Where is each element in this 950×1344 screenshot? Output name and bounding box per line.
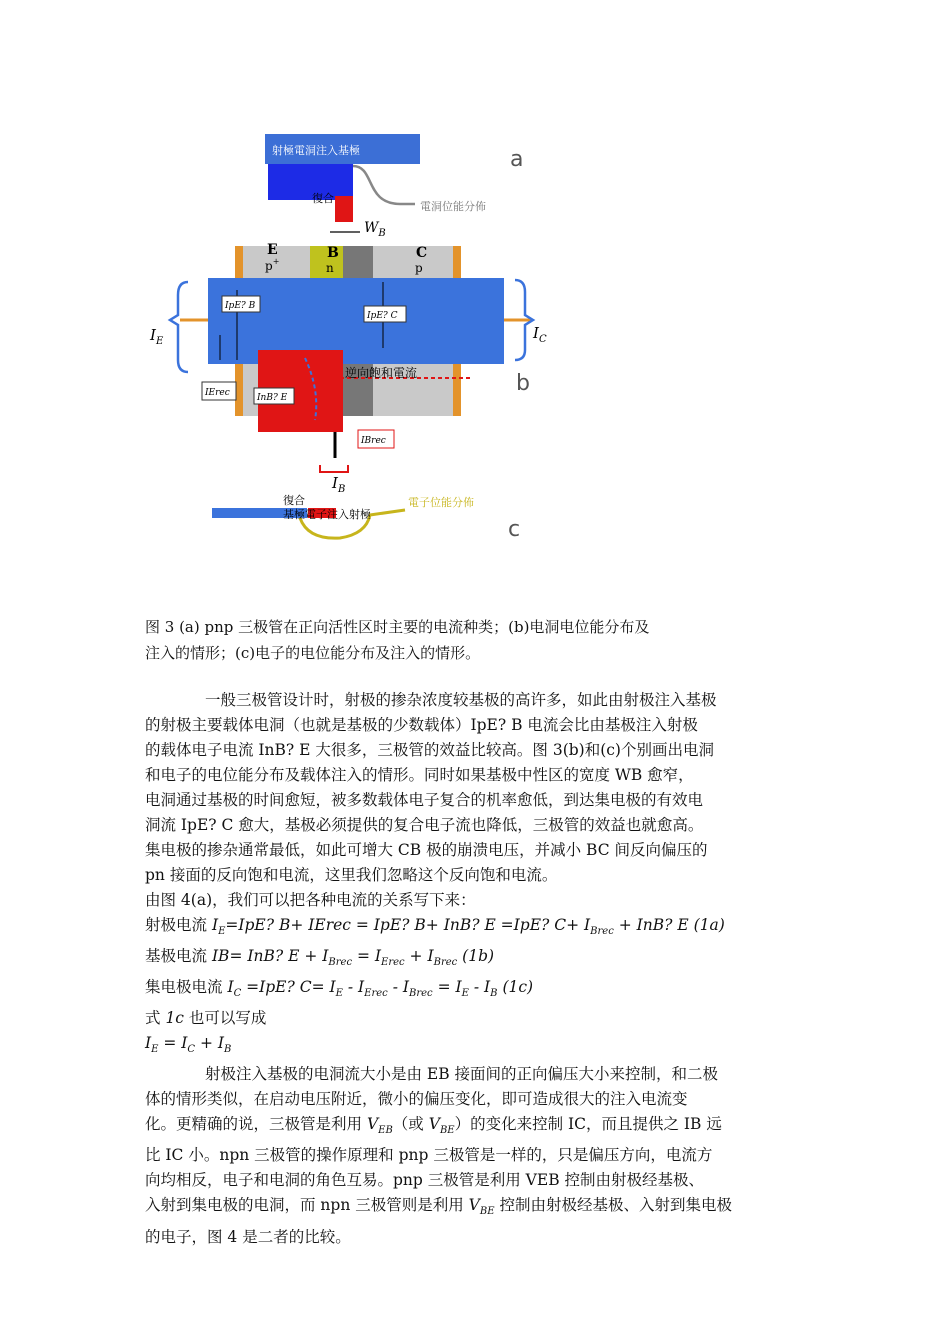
equation-ie: $I_E = I_C + I_B$ bbox=[145, 1034, 232, 1056]
para1-line: 电洞通过基极的时间愈短，被多数载体电子复合的机率愈低，到达集电极的有效电 bbox=[145, 791, 704, 809]
para1-line: 的载体电子电流 InB? E 大很多，三极管的效益比较高。图 3(b)和(c)个别画出电洞 bbox=[145, 741, 714, 759]
para1-line: 由图 4(a)，我们可以把各种电流的关系写下来： bbox=[145, 891, 476, 909]
equation-1c: 集电极电流 $I_C =IpE$? $C= I_E - I_{Erec} - I_{Brec} = I_E - I_B$ (1c) bbox=[145, 978, 534, 1000]
label-b: b bbox=[516, 371, 530, 396]
label-C: C bbox=[416, 245, 428, 261]
para1-line: 集电极的掺杂通常最低，如此可增大 CB 极的崩溃电压，并减小 BC 间反向偏压的 bbox=[145, 841, 708, 859]
para2-line: 射极注入基极的电洞流大小是由 EB 接面间的正向偏压大小来控制，和二极 bbox=[205, 1065, 719, 1084]
recomb-top-label: 復合 bbox=[312, 192, 334, 205]
hole-potential-curve bbox=[353, 166, 415, 204]
caption-line-1: 图 3 (a) pnp 三极管在正向活性区时主要的电流种类；(b)电洞电位能分布及 bbox=[145, 618, 650, 636]
caption-line-2: 注入的情形；(c)电子的电位能分布及注入的情形。 bbox=[145, 644, 481, 662]
figure-3 bbox=[140, 120, 560, 560]
recomb-bottom-label: 復合 bbox=[283, 494, 305, 507]
para2-line: 入射到集电极的电洞，而 npn 三极管则是利用 $V_{BE}$ 控制由射极经基极、入射到集电极 bbox=[145, 1196, 732, 1218]
label-p-right: p bbox=[415, 261, 423, 275]
para2-line: 比 IC 小。npn 三极管的操作原理和 pnp 三极管是一样的，只是偏压方向，电流方 bbox=[145, 1146, 713, 1165]
para1-line: 一般三极管设计时，射极的掺杂浓度较基极的高许多，如此由射极注入基极 bbox=[205, 691, 717, 709]
para1-line: 的射极主要载体电洞（也就是基极的少数载体）IpE? B 电流会比由基极注入射极 bbox=[145, 716, 698, 734]
label-B: B bbox=[327, 245, 339, 261]
ie-label: $I_E$ bbox=[150, 326, 164, 347]
hole-potential-label: 電洞位能分佈 bbox=[420, 200, 486, 213]
ib-brace bbox=[320, 465, 348, 472]
para2-line: 化。更精确的说，三极管是利用 $V_{EB}$（或 $V_{BE}$）的变化来控制 IC，而且提供之 IB 远 bbox=[145, 1115, 722, 1137]
base-recomb-block bbox=[335, 196, 353, 222]
emitter-hole-band bbox=[268, 164, 353, 200]
hole-inject-label: 射極電洞注入基極 bbox=[272, 144, 360, 157]
ibrec-label: IBrec bbox=[361, 436, 386, 446]
ipe-b-label: IpE? B bbox=[225, 301, 256, 311]
inb-e-label: InB? E bbox=[257, 393, 288, 403]
reverse-sat-label: 逆向飽和電流 bbox=[345, 366, 418, 380]
wb-label: $W_B$ bbox=[364, 220, 386, 239]
electron-potential-label: 電子位能分佈 bbox=[408, 496, 474, 509]
label-a: a bbox=[510, 147, 524, 172]
para2-line: 的电子，图 4 是二者的比较。 bbox=[145, 1227, 351, 1246]
ipe-c-label: IpE? C bbox=[367, 311, 398, 321]
para1-line: 洞流 IpE? C 愈大，基极必须提供的复合电子流也降低，三极管的效益也就愈高。 bbox=[145, 816, 704, 834]
body-text bbox=[145, 688, 765, 1250]
emitter-brace bbox=[170, 282, 188, 372]
label-c: c bbox=[508, 517, 521, 542]
equation-1a: 射极电流 $I_E=IpE$? B+ IErec = IpE? B+ InB? E =IpE? $C+ I_{Brec}$ + InB? E (1a) bbox=[145, 916, 725, 938]
label-E: E bbox=[267, 242, 278, 258]
electron-inject-label: 基極電子注入射極 bbox=[283, 508, 371, 521]
ierec-label: IErec bbox=[205, 388, 230, 398]
equation-note: 式 1c 也可以写成 bbox=[145, 1009, 267, 1028]
label-p-left: p+ bbox=[265, 257, 280, 273]
para2-line: 向均相反，电子和电洞的角色互易。pnp 三极管是利用 VEB 控制由射极经基极、 bbox=[145, 1171, 705, 1190]
label-n: n bbox=[326, 261, 334, 275]
equation-1b: 基极电流 IB= InB? $E + I_{Brec} = I_{Erec} + I_{Brec}$ (1b) bbox=[145, 947, 495, 969]
hole-current-band bbox=[208, 278, 504, 364]
transistor-diagram bbox=[140, 120, 560, 560]
ib-label: $I_B$ bbox=[332, 474, 346, 495]
para2-line: 体的情形类似，在启动电压附近，微小的偏压变化，即可造成很大的注入电流变 bbox=[145, 1090, 688, 1109]
figure-caption bbox=[145, 614, 745, 666]
para1-line: pn 接面的反向饱和电流，这里我们忽略这个反向饱和电流。 bbox=[145, 866, 558, 884]
ic-label: $I_C$ bbox=[533, 324, 547, 345]
para1-line: 和电子的电位能分布及载体注入的情形。同时如果基极中性区的宽度 WB 愈窄， bbox=[145, 766, 694, 784]
